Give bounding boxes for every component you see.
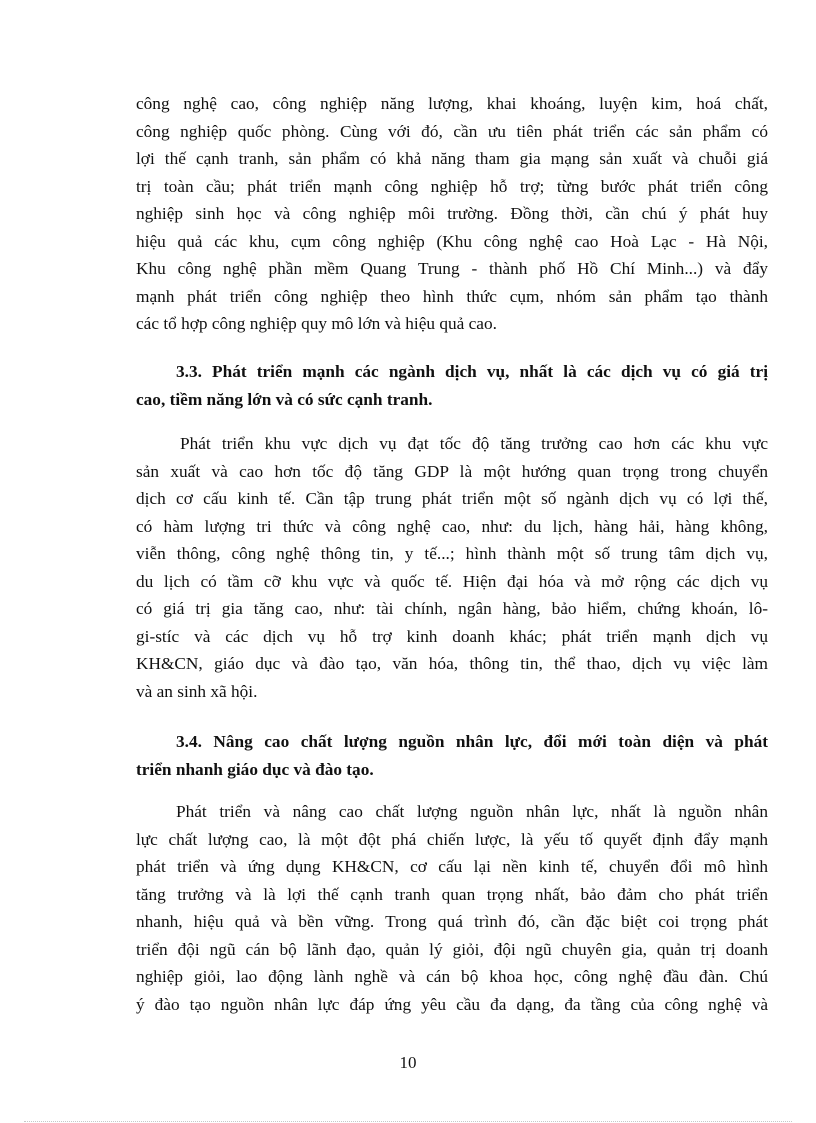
text-line: ý đào tạo nguồn nhân lực đáp ứng yêu cầu đa dạng, đa tầng của công nghệ và [136,994,768,1014]
text-line: triển đội ngũ cán bộ lãnh đạo, quản lý giỏi, đội ngũ chuyên gia, quản trị doanh [136,939,768,959]
heading-line: 3.3. Phát triển mạnh các ngành dịch vụ, nhất là các dịch vụ có giá trị [176,362,768,381]
text-line: du lịch có tầm cỡ khu vực và quốc tế. Hiện đại hóa và mở rộng các dịch vụ [136,571,768,591]
text-line: mạnh phát triển công nghiệp theo hình thức cụm, nhóm sản phẩm tạo thành [136,286,768,306]
heading-line: cao, tiềm năng lớn và có sức cạnh tranh. [136,389,433,409]
text-line: viễn thông, công nghệ thông tin, y tế...; hình thành một số trung tâm dịch vụ, [136,544,768,563]
text-line: tăng trưởng và là lợi thế cạnh tranh quan trọng nhất, bảo đảm cho phát triển [136,884,768,904]
text-line: và an sinh xã hội. [136,681,258,701]
text-line: có hàm lượng tri thức và công nghệ cao, như: du lịch, hàng hải, hàng không, [136,516,768,536]
text-line: Phát triển khu vực dịch vụ đạt tốc độ tăng trưởng cao hơn các khu vực [180,434,768,453]
section-heading-3-3 [136,358,768,413]
heading-line: triển nhanh giáo dục và đào tạo. [136,759,374,779]
text-line: lực chất lượng cao, là một đột phá chiến lược, là yếu tố quyết định đẩy mạnh [136,829,768,849]
paragraph-industry [136,90,768,338]
section-heading-3-4 [136,728,768,783]
text-line: công nghiệp quốc phòng. Cùng với đó, cần ưu tiên phát triển các sản phẩm có [136,121,768,141]
text-line: lợi thế cạnh tranh, sản phẩm có khả năng tham gia mạng sản xuất và chuỗi giá [136,149,768,168]
text-line: Khu công nghệ phần mềm Quang Trung - thành phố Hồ Chí Minh...) và đẩy [136,259,768,278]
text-line: dịch cơ cấu kinh tế. Cần tập trung phát triển một số ngành dịch vụ có lợi thế, [136,489,768,508]
page-number: 10 [399,1053,417,1072]
heading-line: 3.4. Nâng cao chất lượng nguồn nhân lực, đổi mới toàn diện và phát [176,732,768,751]
text-line: nghiệp giỏi, lao động lành nghề và cán bộ khoa học, công nghệ đầu đàn. Chú [136,967,768,986]
text-line: gi-stíc và các dịch vụ hỗ trợ kinh doanh khác; phát triển mạnh dịch vụ [136,626,768,646]
text-line: Phát triển và nâng cao chất lượng nguồn nhân lực, nhất là nguồn nhân [176,802,768,821]
text-line: công nghệ cao, công nghiệp năng lượng, khai khoáng, luyện kim, hoá chất, [136,94,768,113]
text-line: trị toàn cầu; phát triển mạnh công nghiệp hỗ trợ; từng bước phát triển công [136,176,768,196]
text-line: có giá trị gia tăng cao, như: tài chính, ngân hàng, bảo hiểm, chứng khoán, lô- [136,599,768,618]
page-bottom-divider [24,1121,792,1122]
paragraph-human-resources [136,798,768,1018]
text-line: sản xuất và cao hơn tốc độ tăng GDP là một hướng quan trọng trong chuyển [136,461,768,481]
text-line: nghiệp sinh học và công nghiệp môi trường. Đồng thời, cần chú ý phát huy [136,204,768,223]
text-line: nhanh, hiệu quả và bền vững. Trong quá trình đó, cần đặc biệt coi trọng phát [136,912,768,931]
text-line: phát triển và ứng dụng KH&CN, cơ cấu lại nền kinh tế, chuyển đổi mô hình [136,857,768,876]
text-line: KH&CN, giáo dục và đào tạo, văn hóa, thông tin, thể thao, dịch vụ việc làm [136,654,768,673]
text-line: các tổ hợp công nghiệp quy mô lớn và hiệu quả cao. [136,314,497,333]
text-line: hiệu quả các khu, cụm công nghiệp (Khu công nghệ cao Hoà Lạc - Hà Nội, [136,231,768,251]
paragraph-services [136,430,768,705]
